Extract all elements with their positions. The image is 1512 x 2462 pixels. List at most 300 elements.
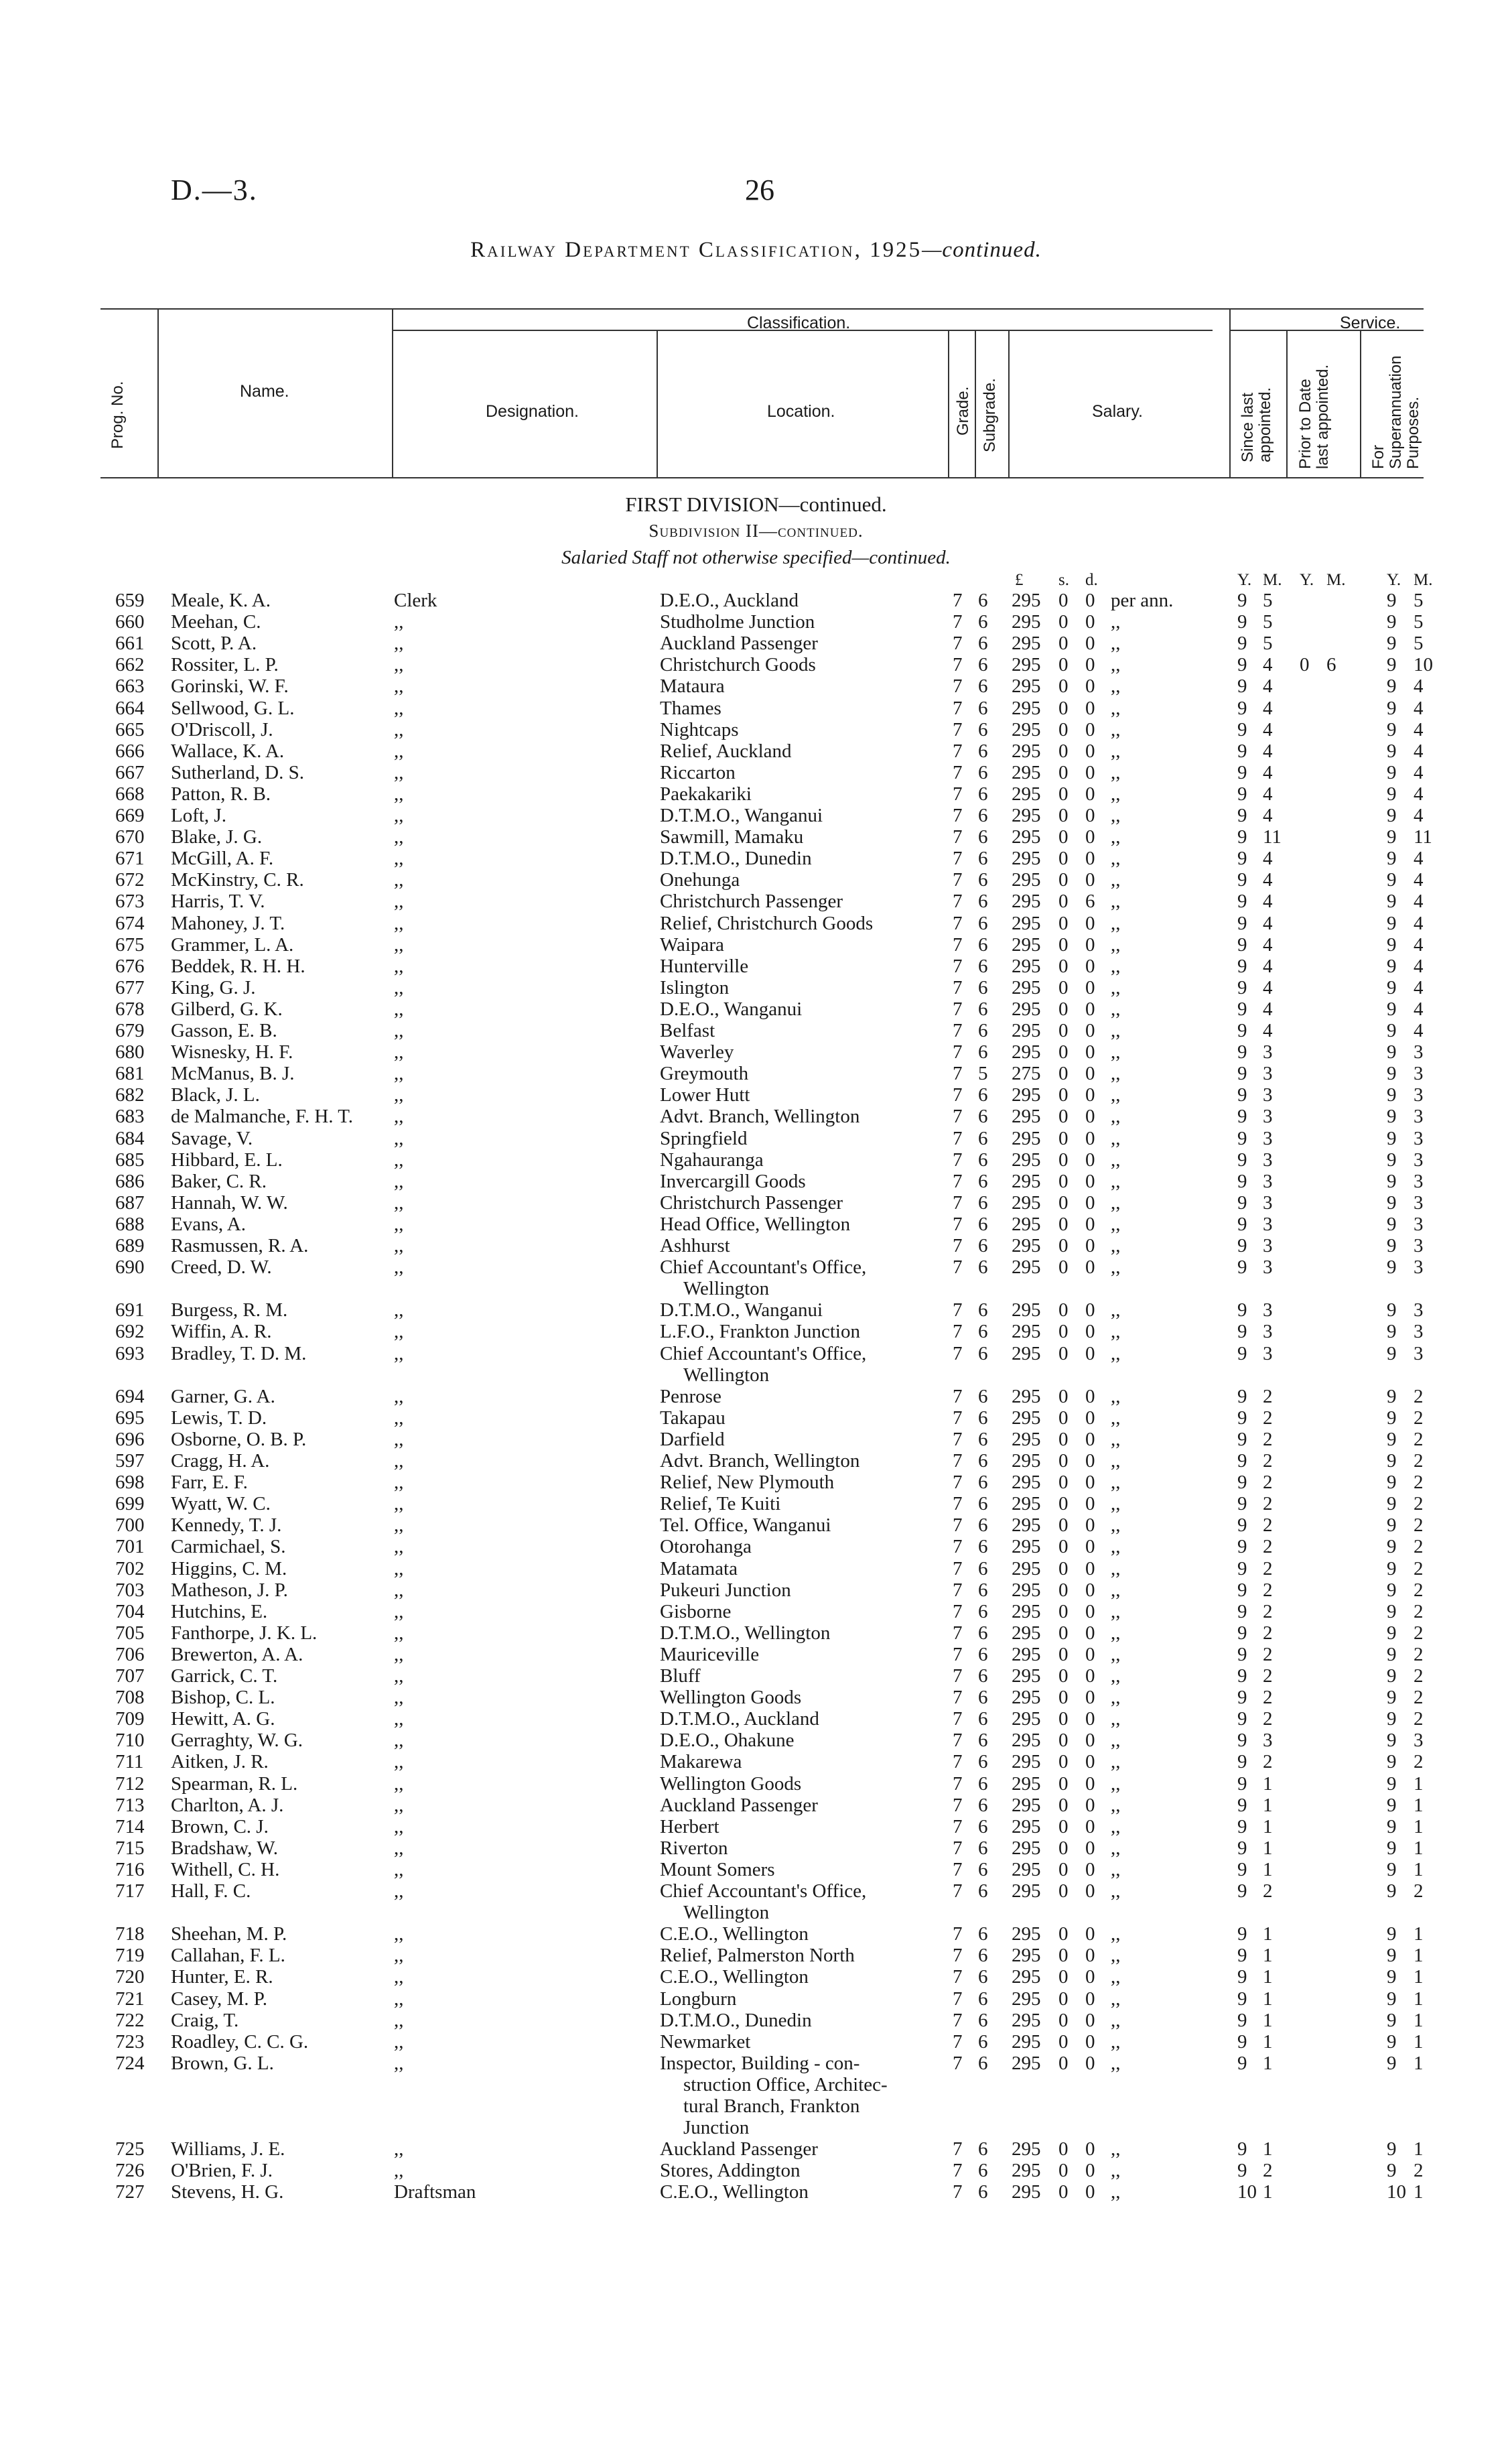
salary-pence: 0 <box>1085 1643 1095 1665</box>
super-months: 4 <box>1414 933 1424 956</box>
salary-pence: 0 <box>1085 1299 1095 1321</box>
location: Longburn <box>660 1988 737 2010</box>
salary-shillings: 0 <box>1058 891 1069 913</box>
prog-no: 664 <box>115 697 145 719</box>
super-months: 4 <box>1414 891 1424 913</box>
designation: ,, <box>394 1772 404 1795</box>
prog-no: 683 <box>115 1106 145 1128</box>
super-years: 9 <box>1387 1708 1397 1730</box>
grade: 7 <box>953 2181 963 2203</box>
super-months: 3 <box>1414 1299 1424 1321</box>
prog-no: 714 <box>115 1815 145 1837</box>
salary-period: ,, <box>1111 1988 1121 2010</box>
salary-pence: 0 <box>1085 697 1095 719</box>
salary-period: ,, <box>1111 933 1121 956</box>
salary-pence: 0 <box>1085 1235 1095 1256</box>
header-bottom-rule <box>100 477 1424 478</box>
salary-pounds: 295 <box>1012 1858 1041 1880</box>
super-months: 5 <box>1414 633 1424 655</box>
prog-no: 720 <box>115 1966 145 1988</box>
salary-pence: 0 <box>1085 1106 1095 1128</box>
salary-pounds: 295 <box>1012 718 1041 740</box>
designation: ,, <box>394 955 404 977</box>
since-years: 9 <box>1237 1794 1247 1816</box>
designation: ,, <box>394 933 404 956</box>
col-header-since: Since last appointed. <box>1239 387 1274 462</box>
subgrade: 6 <box>978 933 988 956</box>
grade: 7 <box>953 1127 963 1149</box>
grade: 7 <box>953 590 963 611</box>
subgrade: 6 <box>978 1493 988 1515</box>
subgrade: 6 <box>978 998 988 1020</box>
salary-shillings: 0 <box>1058 912 1069 934</box>
salary-pence: 0 <box>1085 1945 1095 1967</box>
salary-shillings: 0 <box>1058 1321 1069 1343</box>
designation: ,, <box>394 976 404 998</box>
salary-period: ,, <box>1111 2181 1121 2203</box>
table-row <box>0 1536 1512 1557</box>
super-years: 9 <box>1387 718 1397 740</box>
salary-pounds: 295 <box>1012 1493 1041 1515</box>
location: Chief Accountant's Office, <box>660 1342 867 1364</box>
salary-pence: 0 <box>1085 718 1095 740</box>
staff-name: Stevens, H. G. <box>171 2181 284 2203</box>
salary-period: ,, <box>1111 697 1121 719</box>
subgrade: 6 <box>978 697 988 719</box>
grade: 7 <box>953 1299 963 1321</box>
salary-shillings: 0 <box>1058 654 1069 676</box>
super-years: 9 <box>1387 1342 1397 1364</box>
location: Pukeuri Junction <box>660 1579 791 1601</box>
super-years: 9 <box>1387 1063 1397 1085</box>
subgrade: 6 <box>978 1256 988 1279</box>
salary-pence: 0 <box>1085 761 1095 783</box>
since-years: 9 <box>1237 1149 1247 1171</box>
table-row <box>0 2052 1512 2139</box>
since-years: 9 <box>1237 1213 1247 1235</box>
table-row <box>0 1945 1512 1966</box>
grade: 7 <box>953 1923 963 1945</box>
since-months: 4 <box>1263 912 1273 934</box>
salary-period: ,, <box>1111 976 1121 998</box>
subgrade: 6 <box>978 590 988 611</box>
grade: 7 <box>953 1191 963 1214</box>
grade: 7 <box>953 1536 963 1558</box>
since-years: 9 <box>1237 1988 1247 2010</box>
subgrade: 6 <box>978 1213 988 1235</box>
salary-pence: 0 <box>1085 1020 1095 1041</box>
super-years: 9 <box>1387 1493 1397 1515</box>
staff-name: Evans, A. <box>171 1213 246 1235</box>
staff-name: Hannah, W. W. <box>171 1191 288 1214</box>
staff-name: Sellwood, G. L. <box>171 697 295 719</box>
table-row <box>0 2160 1512 2181</box>
salary-period: ,, <box>1111 1063 1121 1085</box>
salary-pounds: 295 <box>1012 891 1041 913</box>
table-row <box>0 2031 1512 2053</box>
salary-pence: 0 <box>1085 2160 1095 2182</box>
since-years: 9 <box>1237 1923 1247 1945</box>
location: Head Office, Wellington <box>660 1213 851 1235</box>
since-years: 9 <box>1237 1880 1247 1902</box>
subgrade: 6 <box>978 1923 988 1945</box>
salary-pounds: 295 <box>1012 1622 1041 1644</box>
prog-no: 682 <box>115 1084 145 1106</box>
table-row <box>0 1493 1512 1514</box>
since-years: 9 <box>1237 1321 1247 1343</box>
super-months: 1 <box>1414 2138 1424 2160</box>
since-months: 4 <box>1263 718 1273 740</box>
super-years: 9 <box>1387 1794 1397 1816</box>
staff-name: Callahan, F. L. <box>171 1945 285 1967</box>
salary-pence: 0 <box>1085 740 1095 762</box>
super-months: 2 <box>1414 1407 1424 1429</box>
salary-pence: 0 <box>1085 654 1095 676</box>
salary-period: ,, <box>1111 1149 1121 1171</box>
salary-pence: 0 <box>1085 1794 1095 1816</box>
salary-pence: 0 <box>1085 1191 1095 1214</box>
subgrade: 6 <box>978 1665 988 1687</box>
salary-pounds: 295 <box>1012 740 1041 762</box>
since-years: 9 <box>1237 1622 1247 1644</box>
salary-pence: 0 <box>1085 2052 1095 2074</box>
staff-name: Farr, E. F. <box>171 1472 248 1494</box>
salary-shillings: 0 <box>1058 1988 1069 2010</box>
salary-pence: 0 <box>1085 1880 1095 1902</box>
salary-shillings: 0 <box>1058 1235 1069 1256</box>
subgrade: 6 <box>978 1299 988 1321</box>
unit-shillings: s. <box>1058 571 1069 589</box>
designation: ,, <box>394 1858 404 1880</box>
super-years: 9 <box>1387 1772 1397 1795</box>
since-months: 3 <box>1263 1256 1273 1279</box>
grade: 7 <box>953 1794 963 1816</box>
salary-shillings: 0 <box>1058 1730 1069 1752</box>
grade: 7 <box>953 826 963 848</box>
salary-pounds: 295 <box>1012 1665 1041 1687</box>
staff-name: Carmichael, S. <box>171 1536 286 1558</box>
designation: ,, <box>394 611 404 633</box>
subgrade: 6 <box>978 1321 988 1343</box>
grade: 7 <box>953 1106 963 1128</box>
grade: 7 <box>953 805 963 826</box>
salary-pounds: 295 <box>1012 1708 1041 1730</box>
grade: 7 <box>953 1407 963 1429</box>
location: Advt. Branch, Wellington <box>660 1450 860 1472</box>
prog-no: 725 <box>115 2138 145 2160</box>
since-years: 9 <box>1237 1428 1247 1450</box>
designation: ,, <box>394 2160 404 2182</box>
prog-no: 727 <box>115 2181 145 2203</box>
prog-no: 666 <box>115 740 145 762</box>
subgrade: 6 <box>978 2052 988 2074</box>
salary-pence: 0 <box>1085 1514 1095 1537</box>
prog-no: 662 <box>115 654 145 676</box>
since-months: 3 <box>1263 1106 1273 1128</box>
salary-pence: 0 <box>1085 912 1095 934</box>
since-months: 4 <box>1263 783 1273 805</box>
location: Christchurch Passenger <box>660 891 843 913</box>
since-years: 9 <box>1237 611 1247 633</box>
salary-shillings: 0 <box>1058 1514 1069 1537</box>
salary-period: ,, <box>1111 1170 1121 1192</box>
salary-shillings: 0 <box>1058 1687 1069 1709</box>
grade: 7 <box>953 1988 963 2010</box>
salary-pounds: 295 <box>1012 783 1041 805</box>
since-months: 11 <box>1263 826 1282 848</box>
salary-shillings: 0 <box>1058 1428 1069 1450</box>
prog-no: 685 <box>115 1149 145 1171</box>
location: Auckland Passenger <box>660 1794 818 1816</box>
since-years: 9 <box>1237 1041 1247 1063</box>
table-row <box>0 1923 1512 1945</box>
staff-name: Beddek, R. H. H. <box>171 955 305 977</box>
since-years: 9 <box>1237 2160 1247 2182</box>
subgrade: 6 <box>978 1622 988 1644</box>
super-months: 1 <box>1414 1858 1424 1880</box>
unit-months: M. <box>1263 571 1282 589</box>
super-years: 9 <box>1387 869 1397 891</box>
location: Christchurch Goods <box>660 654 816 676</box>
prog-no: 717 <box>115 1880 145 1902</box>
subgrade: 6 <box>978 1600 988 1622</box>
since-years: 9 <box>1237 1665 1247 1687</box>
subgrade: 6 <box>978 805 988 826</box>
subgrade: 5 <box>978 1063 988 1085</box>
since-months: 3 <box>1263 1063 1273 1085</box>
designation: ,, <box>394 1600 404 1622</box>
super-years: 9 <box>1387 976 1397 998</box>
table-row <box>0 719 1512 740</box>
super-years: 9 <box>1387 891 1397 913</box>
super-months: 1 <box>1414 2030 1424 2053</box>
designation: ,, <box>394 1127 404 1149</box>
table-row <box>0 1558 1512 1579</box>
location: Gisborne <box>660 1600 732 1622</box>
staff-name: Grammer, L. A. <box>171 933 294 956</box>
salary-pence: 0 <box>1085 1342 1095 1364</box>
salary-pounds: 295 <box>1012 1407 1041 1429</box>
staff-name: Wallace, K. A. <box>171 740 285 762</box>
prog-no: 661 <box>115 633 145 655</box>
subgrade: 6 <box>978 1127 988 1149</box>
table-row <box>0 1514 1512 1536</box>
table-row <box>0 977 1512 998</box>
since-years: 9 <box>1237 1020 1247 1041</box>
table-row <box>0 1171 1512 1192</box>
subgrade: 6 <box>978 912 988 934</box>
grade: 7 <box>953 2160 963 2182</box>
designation: ,, <box>394 869 404 891</box>
designation: ,, <box>394 1923 404 1945</box>
designation: ,, <box>394 1493 404 1515</box>
since-years: 9 <box>1237 1708 1247 1730</box>
salary-shillings: 0 <box>1058 1536 1069 1558</box>
designation: ,, <box>394 2138 404 2160</box>
grade: 7 <box>953 761 963 783</box>
since-years: 9 <box>1237 912 1247 934</box>
subgrade: 6 <box>978 1557 988 1579</box>
super-years: 9 <box>1387 1235 1397 1256</box>
super-months: 2 <box>1414 1493 1424 1515</box>
table-row <box>0 805 1512 826</box>
salary-pounds: 295 <box>1012 1235 1041 1256</box>
grade: 7 <box>953 1880 963 1902</box>
designation: ,, <box>394 1149 404 1171</box>
designation: ,, <box>394 1213 404 1235</box>
super-months: 3 <box>1414 1191 1424 1214</box>
location: Lower Hutt <box>660 1084 750 1106</box>
salary-shillings: 0 <box>1058 1858 1069 1880</box>
grade: 7 <box>953 1321 963 1343</box>
prog-no: 687 <box>115 1191 145 1214</box>
salary-period: ,, <box>1111 1708 1121 1730</box>
subgrade: 6 <box>978 1730 988 1752</box>
table-row <box>0 1063 1512 1084</box>
location: D.T.M.O., Auckland <box>660 1708 819 1730</box>
location: Belfast <box>660 1020 715 1041</box>
location: Greymouth <box>660 1063 749 1085</box>
salary-pence: 0 <box>1085 1170 1095 1192</box>
grade: 7 <box>953 1751 963 1773</box>
unit-months: M. <box>1414 571 1433 589</box>
prog-no: 722 <box>115 2009 145 2031</box>
grade: 7 <box>953 1493 963 1515</box>
designation: ,, <box>394 1472 404 1494</box>
since-months: 3 <box>1263 1149 1273 1171</box>
super-months: 1 <box>1414 1815 1424 1837</box>
designation: ,, <box>394 1837 404 1859</box>
since-months: 3 <box>1263 1321 1273 1343</box>
prog-no: 711 <box>115 1751 144 1773</box>
staff-name: Meehan, C. <box>171 611 261 633</box>
salary-period: ,, <box>1111 869 1121 891</box>
salary-shillings: 0 <box>1058 1772 1069 1795</box>
salary-period: ,, <box>1111 1945 1121 1967</box>
super-months: 3 <box>1414 1127 1424 1149</box>
salary-pounds: 295 <box>1012 1880 1041 1902</box>
prog-no: 703 <box>115 1579 145 1601</box>
grade: 7 <box>953 912 963 934</box>
super-months: 1 <box>1414 2052 1424 2074</box>
staff-name: McManus, B. J. <box>171 1063 295 1085</box>
since-months: 3 <box>1263 1342 1273 1364</box>
staff-name: Roadley, C. C. G. <box>171 2030 309 2053</box>
staff-name: Baker, C. R. <box>171 1170 267 1192</box>
since-years: 9 <box>1237 998 1247 1020</box>
prog-no: 684 <box>115 1127 145 1149</box>
since-years: 9 <box>1237 1235 1247 1256</box>
staff-name: Bradley, T. D. M. <box>171 1342 307 1364</box>
designation: ,, <box>394 1084 404 1106</box>
super-months: 2 <box>1414 1622 1424 1644</box>
staff-name: O'Brien, F. J. <box>171 2160 273 2182</box>
subgrade: 6 <box>978 1385 988 1407</box>
col-header-name: Name. <box>240 382 289 401</box>
super-years: 9 <box>1387 2030 1397 2053</box>
subgrade: 6 <box>978 1407 988 1429</box>
location: Takapau <box>660 1407 726 1429</box>
prog-no: 698 <box>115 1472 145 1494</box>
table-row <box>0 1472 1512 1493</box>
super-years: 9 <box>1387 1815 1397 1837</box>
salary-pence: 0 <box>1085 998 1095 1020</box>
table-row <box>0 2138 1512 2160</box>
salary-pounds: 295 <box>1012 1385 1041 1407</box>
super-months: 2 <box>1414 1385 1424 1407</box>
since-years: 9 <box>1237 1536 1247 1558</box>
salary-pounds: 295 <box>1012 611 1041 633</box>
col-header-salary: Salary. <box>1092 402 1143 421</box>
since-months: 4 <box>1263 654 1273 676</box>
salary-period: ,, <box>1111 1858 1121 1880</box>
salary-pounds: 295 <box>1012 1041 1041 1063</box>
super-months: 2 <box>1414 1514 1424 1537</box>
table-row <box>0 633 1512 654</box>
since-months: 1 <box>1263 1794 1273 1816</box>
since-months: 1 <box>1263 1815 1273 1837</box>
since-years: 9 <box>1237 1557 1247 1579</box>
location: Chief Accountant's Office, <box>660 1880 867 1902</box>
salary-shillings: 0 <box>1058 1837 1069 1859</box>
super-years: 9 <box>1387 1730 1397 1752</box>
location: Junction <box>683 2117 750 2139</box>
designation: ,, <box>394 891 404 913</box>
salary-period: ,, <box>1111 1342 1121 1364</box>
super-months: 3 <box>1414 1084 1424 1106</box>
super-years: 9 <box>1387 1321 1397 1343</box>
location: Makarewa <box>660 1751 742 1773</box>
location: Ashhurst <box>660 1235 730 1256</box>
salary-period: ,, <box>1111 1385 1121 1407</box>
salary-shillings: 0 <box>1058 1041 1069 1063</box>
staff-name: Meale, K. A. <box>171 590 271 611</box>
salary-pounds: 295 <box>1012 1127 1041 1149</box>
grade: 7 <box>953 1514 963 1537</box>
super-months: 2 <box>1414 1751 1424 1773</box>
super-years: 9 <box>1387 1945 1397 1967</box>
salary-period: ,, <box>1111 1407 1121 1429</box>
since-months: 2 <box>1263 1385 1273 1407</box>
since-years: 9 <box>1237 1493 1247 1515</box>
staff-name: Sheehan, M. P. <box>171 1923 287 1945</box>
prog-no: 695 <box>115 1407 145 1429</box>
designation: ,, <box>394 1966 404 1988</box>
super-years: 9 <box>1387 1407 1397 1429</box>
grade: 7 <box>953 1858 963 1880</box>
super-years: 9 <box>1387 998 1397 1020</box>
super-months: 2 <box>1414 2160 1424 2182</box>
col-divider <box>1286 330 1288 477</box>
table-row <box>0 934 1512 956</box>
salary-period: ,, <box>1111 1235 1121 1256</box>
salary-shillings: 0 <box>1058 1643 1069 1665</box>
super-months: 4 <box>1414 955 1424 977</box>
subgrade: 6 <box>978 761 988 783</box>
location: Otorohanga <box>660 1536 752 1558</box>
super-years: 9 <box>1387 1385 1397 1407</box>
salary-period: ,, <box>1111 740 1121 762</box>
subgrade: 6 <box>978 1536 988 1558</box>
salary-pounds: 295 <box>1012 1191 1041 1214</box>
table-row <box>0 1622 1512 1644</box>
location: Sawmill, Mamaku <box>660 826 804 848</box>
location: Stores, Addington <box>660 2160 801 2182</box>
salary-pounds: 295 <box>1012 998 1041 1020</box>
since-years: 9 <box>1237 869 1247 891</box>
salary-shillings: 0 <box>1058 2009 1069 2031</box>
since-months: 4 <box>1263 697 1273 719</box>
